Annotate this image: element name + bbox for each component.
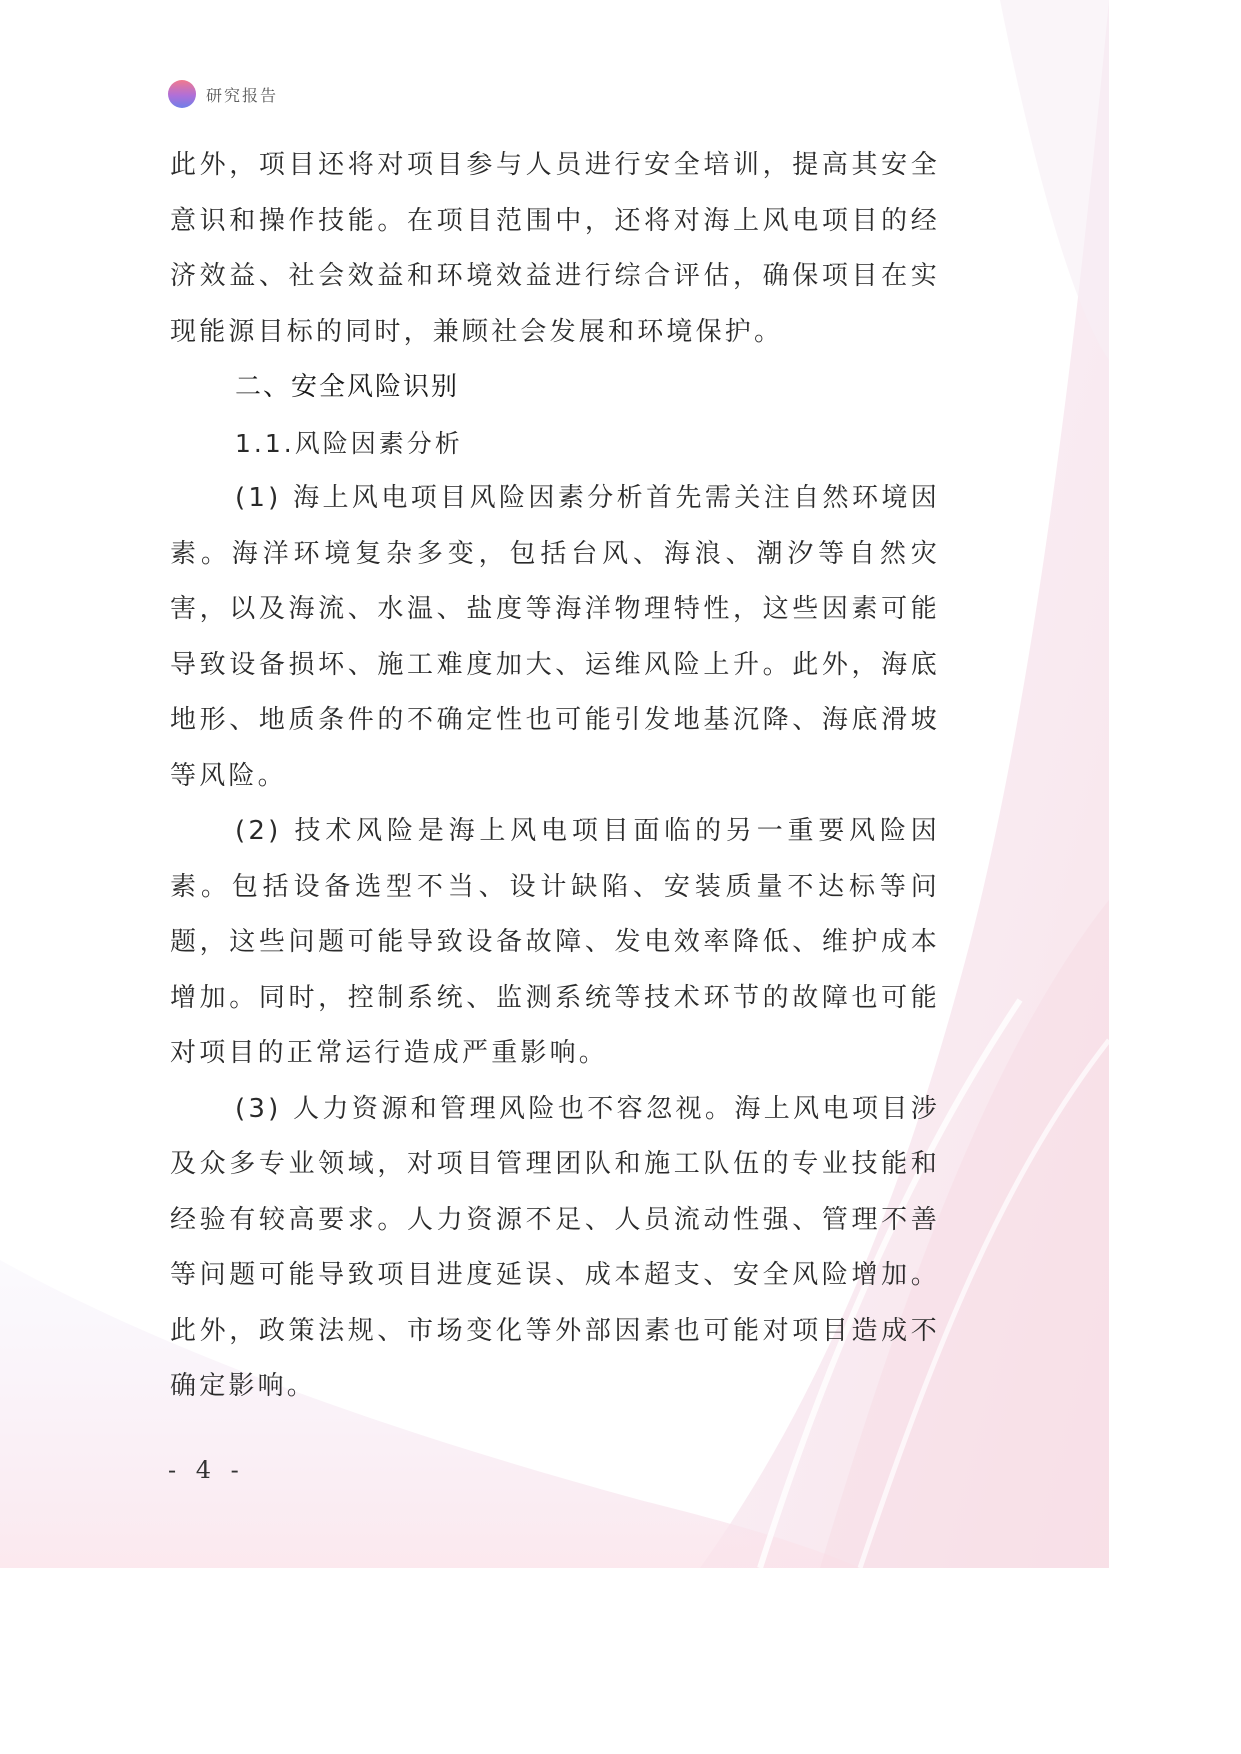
paragraph-management-risk: (3) 人力资源和管理风险也不容忽视。海上风电项目涉及众多专业领域，对项目管理团队和施工队伍的专业技能和经验有较高要求。人力资源不足、人员流动性强、管理不善等问题可能导致项目进度延误、成本超支、安全风险增加。此外，政策法规、市场变化等外部因素也可能对项目造成不确定影响。	[170, 1093, 940, 1401]
intro-paragraph: 此外，项目还将对项目参与人员进行安全培训，提高其安全意识和操作技能。在项目范围中，还将对海上风电项目的经济效益、社会效益和环境效益进行综合评估，确保项目在实现能源目标的同时，兼顾社会发展和环境保护。	[170, 150, 940, 347]
report-header	[168, 80, 278, 108]
paragraph-natural-risk: (1) 海上风电项目风险因素分析首先需关注自然环境因素。海洋环境复杂多变，包括台风、海浪、潮汐等自然灾害，以及海流、水温、盐度等海洋物理特性，这些因素可能导致设备损坏、施工难度加大、运维风险上升。此外，海底地形、地质条件的不确定性也可能引发地基沉降、海底滑坡等风险。	[170, 483, 940, 791]
page-number: - 4 -	[168, 1456, 245, 1484]
report-logo-icon	[168, 80, 196, 108]
report-header-title: 研究报告	[206, 85, 279, 105]
subsection-heading: 1.1.风险因素分析	[235, 428, 463, 458]
section-heading: 二、安全风险识别	[235, 372, 460, 402]
paragraph-technical-risk: (2) 技术风险是海上风电项目面临的另一重要风险因素。包括设备选型不当、设计缺陷、安装质量不达标等问题，这些问题可能导致设备故障、发电效率降低、维护成本增加。同时，控制系统、监测系统等技术环节的故障也可能对项目的正常运行造成严重影响。	[170, 816, 940, 1068]
document-body	[170, 138, 940, 1415]
